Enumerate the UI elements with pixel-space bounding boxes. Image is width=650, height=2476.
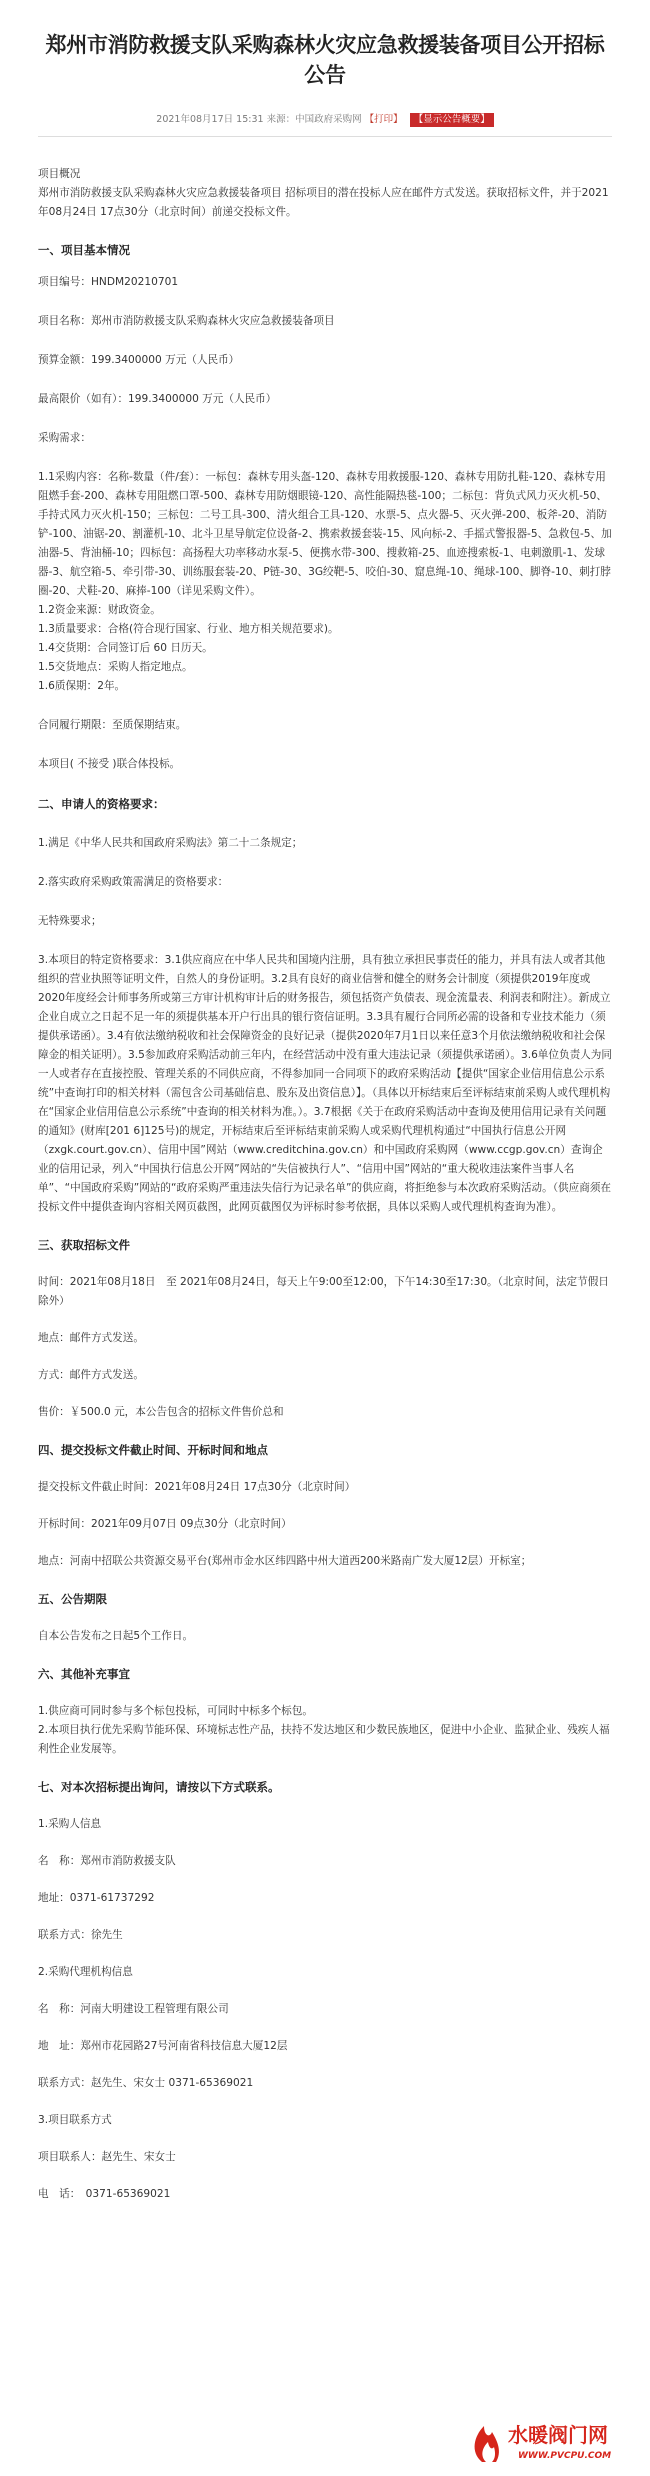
notice-period: 自本公告发布之日起5个工作日。	[38, 1630, 194, 1642]
project-contact-phone: 电 话： 0371-65369021	[38, 2188, 171, 2200]
qualification-2-value: 无特殊要求；	[38, 915, 102, 927]
watermark-url: WWW.PVCPU.COM	[518, 2451, 612, 2461]
max-price: 最高限价（如有）：199.3400000 万元（人民币）	[38, 393, 277, 405]
project-number: 项目编号：HNDM20210701	[38, 276, 179, 288]
submission-deadline: 提交投标文件截止时间：2021年08月24日 17点30分（北京时间）	[38, 1481, 356, 1493]
section-6-heading: 六、其他补充事宜	[38, 1667, 130, 1681]
budget-amount: 预算金额：199.3400000 万元（人民币）	[38, 354, 240, 366]
agency-address: 地 址：郑州市花园路27号河南省科技信息大厦12层	[38, 2040, 288, 2052]
section-2-heading: 二、申请人的资格要求：	[38, 797, 165, 811]
overview-text: 郑州市消防救援支队采购森林火灾应急救援装备项目 招标项目的潜在投标人应在邮件方式发送。获取招标文件，并于2021年08月24日 17点30分（北京时间）前递交投标文件。	[38, 187, 609, 218]
purchaser-info-title: 1.采购人信息	[38, 1818, 102, 1830]
qualification-3: 3.本项目的特定资格要求：3.1供应商应在中华人民共和国境内注册，具有独立承担民事责任的能力，并具有法人或者其他组织的营业执照等证明文件，自然人的身份证明。3.2具有良好的商业信誉和健全的财务会计制度（须提供2019年度或2020年度经会计师事务所或第三方审计机构审计后的财务报告，须包括资产负债表、现金流量表、利润表和附注）。新成立企业自成立之日起不足一年的须提供基本开户行出具的银行资信证明。3.3具有履行合同所必需的设备和专业技术能力（须提供承诺函）。3.4有依法缴纳税收和社会保障资金的良好记录（提供2020年7月1日以来任意3个月依法缴纳税收和社会保障金的相关证明）。3.5参加政府采购活动前三年内，在经营活动中没有重大违法记录（须提供承诺函）。3.6单位负责人为同一人或者存在直接控股、管理关系的不同供应商，不得参加同一合同项下的政府采购活动【提供“国家企业信用信息公示系统”中查询打印的相关材料（需包含公司基础信息、股东及出资信息）】。（具体以开标结束后至评标结束前采购人或代理机构在“国家企业信用信息公示系统”中查询的相关材料为准。）。3.7根据《关于在政府采购活动中查询及使用信用记录有关问题的通知》(财库[201 6]125号)的规定，开标结束后至评标结束前采购人或采购代理机构通过“中国执行信息公开网（zxgk.court.gov.cn）、信用中国”网站（www.creditchina.gov.cn）和中国政府采购网（www.ccgp.gov.cn）查询企业的信用记录，列入“中国执行信息公开网”网站的“失信被执行人”、“信用中国”网站的“重大税收违法案件当事人名单”、“中国政府采购”网站的“政府采购严重违法失信行为记录名单”的供应商，将拒绝参与本次政府采购活动。（供应商须在投标文件中提供查询内容相关网页截图，此网页截图仅为评标时参考依据，具体以采购人或代理机构查询为准）。	[38, 954, 612, 1213]
agency-name: 名 称：河南大明建设工程管理有限公司	[38, 2003, 229, 2015]
section-4-heading: 四、提交投标文件截止时间、开标时间和地点	[38, 1443, 268, 1457]
obtain-location: 地点：邮件方式发送。	[38, 1332, 144, 1344]
purchaser-contact: 联系方式：徐先生	[38, 1929, 123, 1941]
publish-source: 来源：中国政府采购网	[266, 114, 362, 125]
section-5-heading: 五、公告期限	[38, 1592, 107, 1606]
flame-logo-icon	[475, 2426, 499, 2462]
section-3-heading: 三、获取招标文件	[38, 1238, 130, 1252]
agency-contact: 联系方式：赵先生、宋女士 0371-65369021	[38, 2077, 254, 2089]
qualification-1: 1.满足《中华人民共和国政府采购法》第二十二条规定；	[38, 837, 303, 849]
consortium-note: 本项目( 不接受 )联合体投标。	[38, 758, 181, 770]
agency-info-title: 2.采购代理机构信息	[38, 1966, 133, 1978]
print-link[interactable]: 【打印】	[364, 114, 403, 125]
publish-meta	[38, 112, 612, 128]
site-watermark	[468, 2412, 638, 2468]
project-contact-person: 项目联系人：赵先生、宋女士	[38, 2151, 176, 2163]
quality-requirement: 1.3质量要求：合格(符合现行国家、行业、地方相关规范要求)。	[38, 623, 339, 635]
project-name: 项目名称：郑州市消防救援支队采购森林火灾应急救援装备项目	[38, 315, 335, 327]
purchaser-address: 地址：0371-61737292	[38, 1892, 155, 1904]
section-7-heading: 七、对本次招标提出询问，请按以下方式联系。	[38, 1780, 280, 1794]
project-contact-title: 3.项目联系方式	[38, 2114, 112, 2126]
qualification-2: 2.落实政府采购政策需满足的资格要求：	[38, 876, 229, 888]
delivery-place: 1.5交货地点：采购人指定地点。	[38, 661, 193, 673]
bid-opening-time: 开标时间：2021年09月07日 09点30分（北京时间）	[38, 1518, 292, 1530]
publish-date: 2021年08月17日 15:31	[156, 114, 264, 125]
fund-source: 1.2资金来源：财政资金。	[38, 604, 161, 616]
demand-label: 采购需求：	[38, 432, 91, 444]
bid-opening-place: 地点：河南中招联公共资源交易平台(郑州市金水区纬四路中州大道西200米路南广发大厦12层）开标室；	[38, 1555, 532, 1567]
delivery-period: 1.4交货期：合同签订后 60 日历天。	[38, 642, 213, 654]
demand-detail: 1.1采购内容：名称-数量（件/套）：一标包：森林专用头盔-120、森林专用救援服-120、森林专用防扎鞋-120、森林专用阻燃手套-200、森林专用阻燃口罩-500、森林专用防烟眼镜-120、高性能隔热毯-100；二标包：背负式风力灭火机-50、手持式风力灭火机-150；三标包：二号工具-300、清火组合工具-120、水票-5、点火器-5、灭火弹-200、板斧-20、消防铲-100、油锯-20、割灌机-10、北斗卫星导航定位设备-2、携索救援套装-15、风向标-2、手摇式警报器-5、急救包-5、加油器-5、背油桶-10；四标包：高扬程大功率移动水泵-5、便携水带-300、搜救箱-25、血迹搜索板-1、电刺激肌-1、发球器-3、航空箱-5、牵引带-30、训练服套装-20、P链-30、3G绞靶-5、咬伯-30、窟息绳-10、绳球-100、脚脊-10、刺打脖圈-20、犬鞋-20、麻捧-100（详见采购文件）。	[38, 471, 612, 597]
contract-term: 合同履行期限：至质保期结束。	[38, 719, 187, 731]
supplement-1: 1.供应商可同时参与多个标包投标，可同时中标多个标包。	[38, 1705, 313, 1717]
obtain-method: 方式：邮件方式发送。	[38, 1369, 144, 1381]
warranty-period: 1.6质保期：2年。	[38, 680, 126, 692]
purchaser-name: 名 称：郑州市消防救援支队	[38, 1855, 176, 1867]
show-summary-button[interactable]: 【显示公告概要】	[410, 113, 494, 127]
document-price: 售价：￥500.0 元，本公告包含的招标文件售价总和	[38, 1406, 284, 1418]
supplement-2: 2.本项目执行优先采购节能环保、环境标志性产品，扶持不发达地区和少数民族地区，促进中小企业、监狱企业、残疾人福利性企业发展等。	[38, 1724, 610, 1755]
watermark-text: 水暖阀门网	[508, 2423, 608, 2447]
obtain-time: 时间：2021年08月18日 至 2021年08月24日，每天上午9:00至12:00，下午14:30至17:30。（北京时间，法定节假日除外）	[38, 1276, 609, 1307]
announcement-body	[38, 137, 612, 2204]
page-title: 郑州市消防救援支队采购森林火灾应急救援装备项目公开招标公告	[45, 33, 605, 87]
overview-heading: 项目概况	[38, 168, 81, 180]
section-1-heading: 一、项目基本情况	[38, 243, 130, 257]
